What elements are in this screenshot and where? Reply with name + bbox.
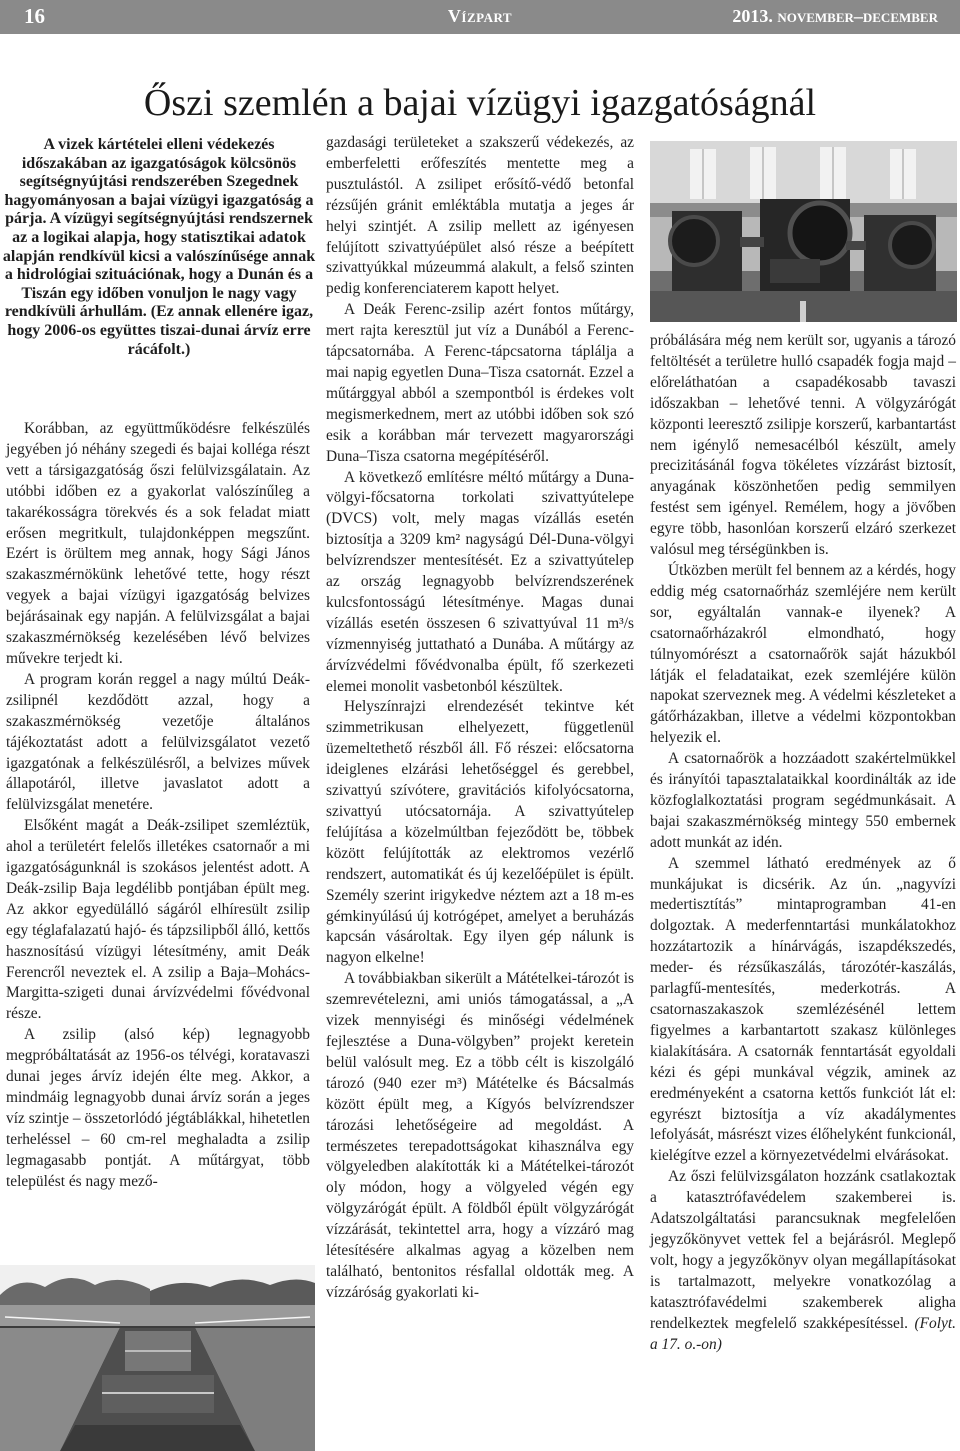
paragraph: Helyszínrajzi elrendezését tekintve két szimmetrikusan elhelyezett, függetlenül üzemeltethető részből áll. Fő részei: előcsatorna ideiglenes elzárási lehetőséggel és gerebbel, szivattyú szívótere, gravitációs kifolyócsatorna, szivattyú utócsatornája. A szivattyútelep felújítása a közelmúltban fejeződött be, többek között felújították az elektromos vezérlő rendszert, automatikát és új kezelőépület is épült. Személy szerint irigykedve néztem azt a 18 m-es gémkinyúlású új kotrógépet, amelyet a beruházás kapcsán vásároltak. Egy ilyen gép nálunk is nagyon elkelne! xyxy=(326,698,634,967)
paragraph: Korábban, az együttműködésre felkészülés jegyében jó néhány szegedi és bajai kolléga részt vett a társigazgatóság őszi felülvizsgálatain. Az utóbbi időben ez a gyakorlat valószínűleg a takarékosságra törekvés és a sok feladat miatt erősen megritkult, tulajdonképpen megszűnt. Ezért is örültem meg annak, hogy Sági János szakaszmérnökünk lehetővé tette, hogy részt vegyek a bajai vízügyi igazgatóság belvizes bejárásainak egy napján. A felülvizsgálat a bajai szakaszmérnökség kezelésében lévő belvizes művekre terjedt ki. xyxy=(6,420,310,667)
column-1 xyxy=(6,419,310,1193)
paragraph: A továbbiakban sikerült a Mátételkei-tározót is szemrevételezni, ami uniós támogatással, a „A vizek mennyiségi és minőségi védelmének fejlesztése a Duna-völgyben” projekt keretein belül valósult meg. Ez a több célt is kiszolgáló tározó (940 ezer m³) Mátételke és Bácsalmás között épült meg, a Kígyós belvízrendszer tározási lehetőségeire ad megoldást. A természetes terepadottságokat kihasználva egy völgyeledben alakították ki a Mátételkei-tározót oly módon, hogy a völgyeled végén egy völgyzárógát épült. A földből épült völgyzárógát vízzárását, tekintettel arra, hogy a vízzáró mag létesítésére alkalmas agyag a közelben nem található, bentonitos résfallal oldották meg. A vízzáróság gyakorlati ki- xyxy=(326,970,634,1301)
paragraph: A program korán reggel a nagy múltú Deák-zsilipnél kezdődött azzal, hogy a szakaszmérnökség vezetője általános tájékoztatást adott a felülvizsgálatot vezető igazgatónak a felkészülésről, a belvizes művek állapotáról, illetve javaslatot adott a felülvizsgálat menetére. xyxy=(6,670,310,814)
masthead xyxy=(0,0,960,34)
deak-lock-photo xyxy=(0,1265,315,1451)
continuation-note: (Folyt. a 17. o.-on) xyxy=(650,1314,956,1353)
issue-date: 2013. november–december xyxy=(732,6,938,26)
paragraph: A szemmel látható eredmények az ő munkájukat is dicsérik. Az ún. „nagyvízi medertisztítás” mintaprogramban 41-en dolgoztak. A mederfenntartási munkálatokhoz hozzátartozik a hínárvágás, iszapdékszedés, meder- és rézsűkaszálás, tározótér-kaszálás, parlagfű-mentesítés, mederkotrás. A csatornaszakaszok szemlézésénél lettem figyelmes a karbantartott szakasz különleges kialakítására. A csatornák fenntartását egyoldali kézi és gépi munkával végzik, aminek az eredményeként a csatorna kettős funkciót lát el: egyrészt biztosítja a víz akadálymentes lefolyását, másrészt vizes élőhelyként funkcionál, kielégítve ezzel a környezetvédelmi elvárásokat. xyxy=(650,854,956,1165)
column-2 xyxy=(326,133,634,1304)
pump-house-photo xyxy=(650,141,957,322)
article-lead: A vizek kártételei elleni védekezés időszakában az igazgatóságok kölcsönös segítségnyújtási rendszerében Szegednek hagyományosan a bajai vízügyi igazgatóság a párja. A vízügyi segítségnyújtási rendszernek az a logikai alapja, hogy statisztikai adatok alapján rendkívül kicsi a valószínűsége annak a hidrológiai szituációnak, hogy a Dunán és a Tiszán egy időben vonuljon le nagy vagy rendkívüli árhullám. (Ez annak ellenére igaz, hogy 2006-os együttes tiszai-dunai árvíz erre rácáfolt.) xyxy=(2,136,316,358)
paragraph: Elsőként magát a Deák-zsilipet szemléztük, ahol a területért felelős illetékes csatornaőr a mi igazgatóságunknál is szokásos jelentést adott. A Deák-zsilip Baja legdélibb pontjában épült meg. Az akkor egyedülálló ságáról elhíresült zsilip egy téglafalazatú hajó- és tápzsilipből álló, kettős hasznosítású vízügyi létesítmény, amit Deák Ferencről neveztek el. A zsilip a Baja–Mohács-Margitta-szigeti dunai árvízvédelmi fővédvonal része. xyxy=(6,817,310,1023)
paragraph-text: Az őszi felülvizsgálaton hozzánk csatlakoztak a katasztrófavédelem szakemberei is. Adatszolgáltatási parancsuknak megfelelően jegyzőkönyvet vettek fel a bejárásról. Meglepő volt, hogy a jegyzőkönyv olyan megállapításokat is tartalmazott, melyekre vonatkozólag a katasztrófavédelmi szakemberek aligha rendelkeztek megfelelő szakképesítéssel. xyxy=(650,1168,956,1332)
column-3 xyxy=(650,331,956,1355)
paragraph: A Deák Ferenc-zsilip azért fontos műtárgy, mert rajta keresztül jut víz a Dunából a Ferenc-tápcsatornába. A Ferenc-tápcsatorna táplálja a mai napig egyetlen Duna–Tisza csatornát. Ezzel a műtárggyal abból a szempontból is érdekes volt megismerkednem, mert az utóbbi időben sok szó esik a korábban már tervezett magyarországi Duna–Tisza csatorna megépítéséről. xyxy=(326,301,634,465)
lock-chamber-image xyxy=(0,1265,315,1451)
paragraph: gazdasági területeket a szakszerű védekezés, az emberfeletti erőfeszítés mentette meg a pusztulástól. A zsilipet erősítő-védő betonfal rézsűjén gránit emléktábla mutatja a jeges ár helyi szintjét. A zsilip mellett az igényesen felújított szivattyúépület alsó része a beépített szivattyúkkal múzeummá alakult, a felső szinten pedig konferenciaterem kapott helyet. xyxy=(326,134,634,298)
paragraph: próbálására még nem került sor, ugyanis a tározó feltöltését a területre hulló csapadék fogja majd – előreláthatóan a csapadékosabb tavaszi időszakban – lehetővé tenni. A völgyzárógát központi leeresztő zsilipje korszerű, karbantartást nem igénylő nemesacélból készült, amely precizitásánál fogva tökéletes vízzárást biztosít, anyagának köszönhetően pedig semmilyen festést sem igényel. Remélem, hogy a jövőben egyre több, hasonlóan korszerű elzáró szerkezet valósul meg térségünkben is. xyxy=(650,332,956,559)
page-number: 16 xyxy=(24,4,45,28)
magazine-title: Vízpart xyxy=(447,6,513,26)
article-title: Őszi szemlén a bajai vízügyi igazgatóságnál xyxy=(143,82,817,125)
pump-machinery-image xyxy=(650,141,957,322)
paragraph: A következő említésre méltó műtárgy a Duna-völgyi-főcsatorna torkolati szivattyútelepe (DVCS) volt, mely magas vízállás esetén biztosítja a 3209 km² nagyságú Dél-Duna-völgyi belvízrendszer mentesítését. Ez a szivattyútelep az ország legnagyobb belvízrendszerének kulcsfontosságú létesítménye. Magas dunai vízállás esetén összesen 6 szivattyúval 11 m³/s vízmennyiség juttatható a Dunába. A műtárgy az árvízvédelmi fővédvonalba épült, fő szerkezeti elemei monolit vasbetonból készültek. xyxy=(326,468,634,695)
paragraph: A zsilip (alsó kép) legnagyobb megpróbáltatását az 1956-os télvégi, koratavaszi dunai jeges árvíz idején élte meg. Akkor, a mindmáig legnagyobb dunai árvíz során a jeges víz szintje – összetorlódó jégtáblákkal, hihetetlen terheléssel – 60 cm-rel meghaladta a zsilip legmagasabb pontját. A műtárgyat, több települést és nagy mező- xyxy=(6,1026,310,1190)
paragraph: A csatornaőrök a hozzáadott szakértelmükkel és irányítói tapasztalataikkal koordinálták az ide közfoglalkoztatási program segédmunkásait. A bajai szakaszmérnökség mintegy 550 embernek adott munkát az idén. xyxy=(650,750,956,851)
paragraph xyxy=(650,1167,956,1355)
paragraph: Útközben merült fel bennem az a kérdés, hogy eddig még csatornaőrház szemléjére nem került sor, egyáltalán vannak-e ilyenek? A csatornaőrházakról elmondható, hogy túlnyomórészt a csatornaőrök saját házukból látják el feladataikat, ezek szemléjére külön napokat szerveznek meg. A védelmi készleteket a gátőrházakban, illetve a védelmi központokban helyezik el. xyxy=(650,561,956,747)
